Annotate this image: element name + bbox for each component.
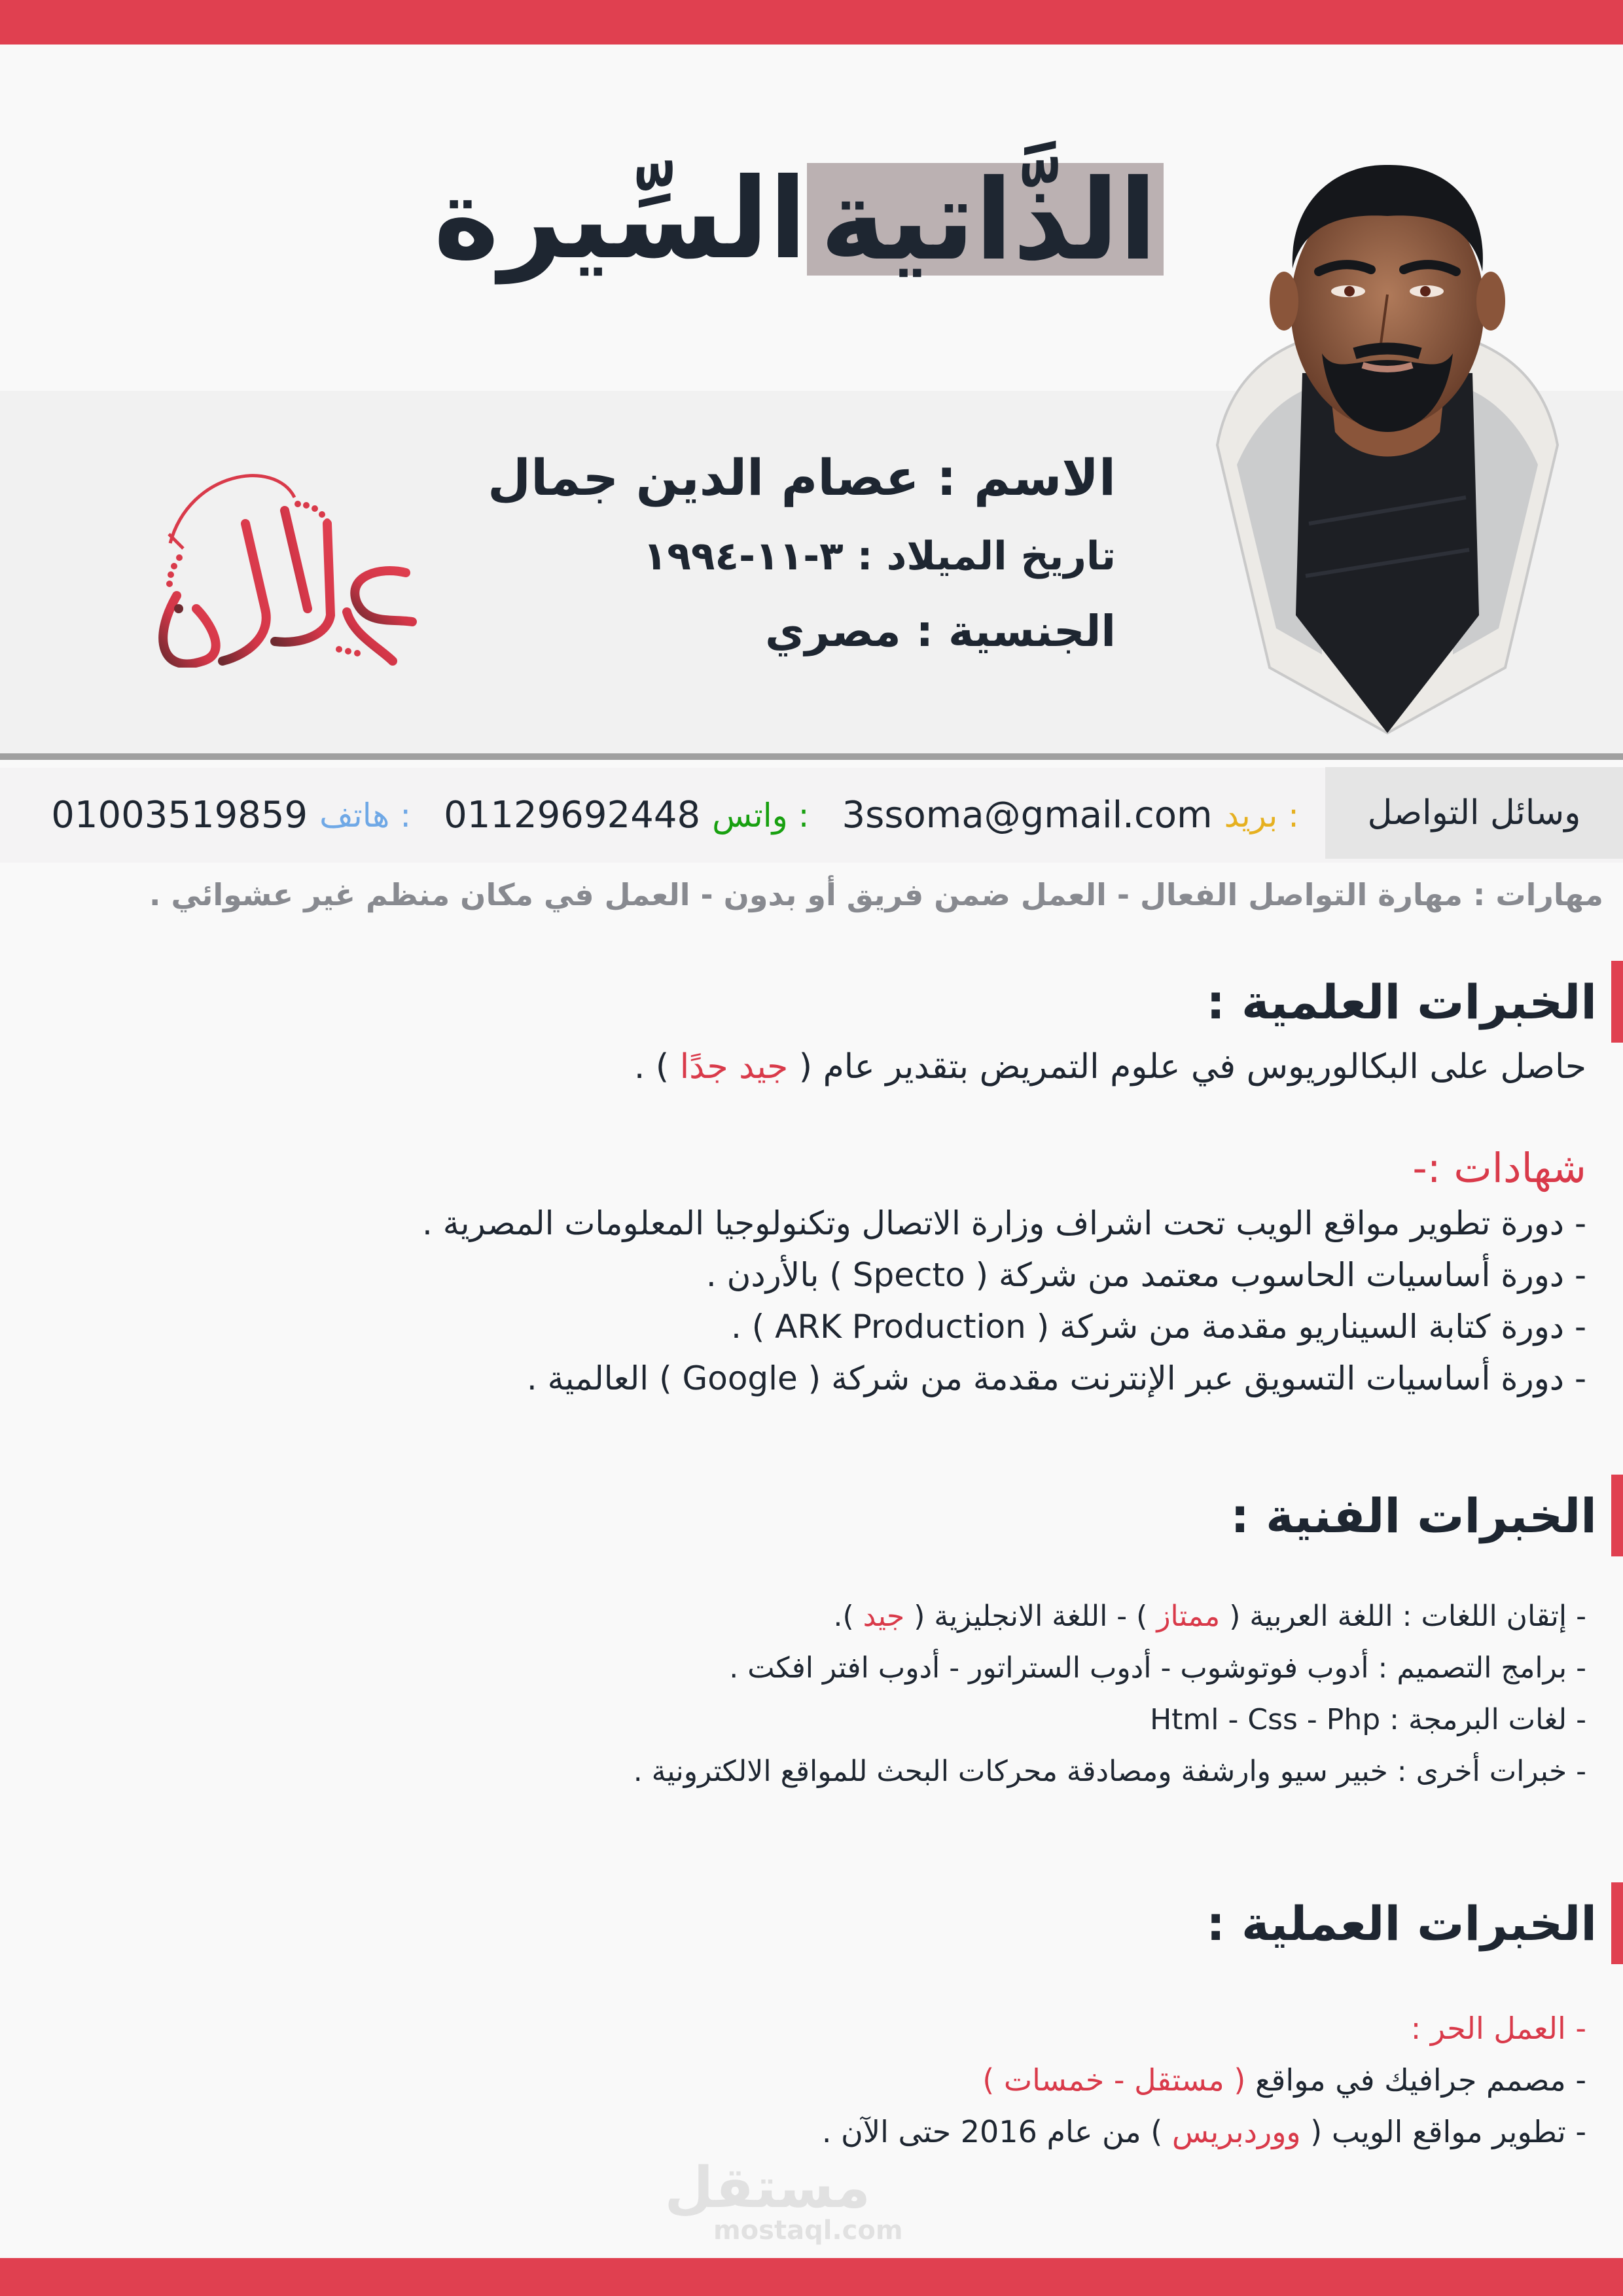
list-item: - دورة تطوير مواقع الويب تحت اشراف وزارة الاتصال وتكنولوجيا المعلومات المصرية .: [421, 1204, 1586, 1242]
degree-prefix: حاصل على البكالوريوس في علوم التمريض بتقدير عام (: [798, 1047, 1586, 1086]
info-divider: [0, 753, 1623, 760]
phone-number[interactable]: 01003519859: [51, 794, 308, 836]
name-line: الاسم : عصام الدين جمال: [488, 448, 1116, 507]
section-accent-bar: [1611, 961, 1623, 1043]
list-item-designer: [822, 2054, 1586, 2106]
list-item-design: - برامج التصميم : أدوب فوتوشوب - أدوب الستراتور - أدوب افتر افكت .: [729, 1651, 1586, 1685]
phone-label: هاتف :: [319, 796, 412, 834]
section-title: الخبرات العلمية :: [1206, 974, 1597, 1030]
section-heading-work: [1206, 1882, 1623, 1964]
watermark-arabic: مستقل: [664, 2155, 870, 2221]
section-title: الخبرات الفنية :: [1230, 1488, 1597, 1543]
skills-line: مهارات : مهارة التواصل الفعال - العمل ضمن فريق أو بدون - العمل في مكان منظم غير عشوائي .: [149, 877, 1603, 912]
degree-line: [634, 1047, 1586, 1086]
languages-mid: ) - اللغة الانجليزية (: [914, 1600, 1148, 1633]
list-item-languages: [633, 1590, 1586, 1642]
web-prefix: - تطوير مواقع الويب (: [1310, 2114, 1586, 2149]
languages-prefix: - إتقان اللغات : اللغة العربية (: [1229, 1600, 1586, 1633]
web-suffix: ) من عام 2016 حتى الآن .: [821, 2114, 1163, 2149]
arabic-level: ممتاز: [1156, 1600, 1221, 1633]
english-level: جيد: [863, 1600, 905, 1633]
title-word-cv: السِّيرة: [433, 154, 808, 284]
page-title: [433, 151, 1171, 288]
watermark: [664, 2155, 903, 2246]
certificates-title: شهادات :-: [1412, 1144, 1586, 1192]
bottom-accent-bar: [0, 2258, 1623, 2296]
list-item-other: - خبرات أخرى : خبير سيو وارشفة ومصادقة محركات البحث للمواقع الالكترونية .: [633, 1755, 1586, 1788]
freelance-title: - العمل الحر :: [1410, 2011, 1586, 2046]
portrait-photo-icon: [1191, 157, 1584, 746]
title-word-self-highlighted: الذَّاتية: [807, 163, 1164, 276]
contact-items: [51, 768, 1299, 863]
list-item-web: [822, 2106, 1586, 2158]
section-accent-bar: [1611, 1882, 1623, 1964]
certificates-list: [422, 1198, 1586, 1405]
web-platform: ووردبريس: [1171, 2114, 1301, 2149]
email-label: بريد :: [1224, 796, 1299, 834]
work-list: [822, 2003, 1586, 2158]
watermark-latin: mostaql.com: [713, 2215, 903, 2246]
languages-suffix: ).: [833, 1600, 854, 1633]
designer-prefix: - مصمم جرافيك في مواقع: [1255, 2062, 1586, 2098]
list-item-programming: - لغات البرمجة : Html - Css - Php: [1150, 1703, 1586, 1736]
technical-list: [633, 1590, 1586, 1797]
personal-info: [488, 439, 1116, 668]
section-accent-bar: [1611, 1475, 1623, 1556]
email-link[interactable]: 3ssoma@gmail.com: [842, 794, 1213, 836]
birth-date-line: تاريخ الميلاد : ٣-١١-١٩٩٤: [643, 533, 1116, 579]
list-item: - دورة أساسيات الحاسوب معتمد من شركة ( Specto ) بالأردن .: [705, 1256, 1586, 1294]
whatsapp-number[interactable]: 01129692448: [444, 794, 701, 836]
degree-grade: جيد جدًا: [679, 1047, 789, 1086]
section-heading-education: [1206, 961, 1623, 1043]
list-item: - دورة كتابة السيناريو مقدمة من شركة ( ARK Production ) .: [730, 1308, 1586, 1346]
nationality-line: الجنسية : مصري: [765, 606, 1116, 656]
whatsapp-label: واتس :: [712, 796, 810, 834]
designer-sites: ( مستقل - خمسات ): [982, 2062, 1246, 2098]
top-accent-bar: [0, 0, 1623, 45]
section-title: الخبرات العملية :: [1206, 1895, 1597, 1951]
section-heading-technical: [1230, 1475, 1623, 1556]
list-item: - دورة أساسيات التسويق عبر الإنترنت مقدمة من شركة ( Google ) العالمية .: [526, 1359, 1586, 1397]
contact-section-label: وسائل التواصل: [1325, 767, 1623, 859]
degree-suffix: ) .: [633, 1047, 669, 1086]
calligraphy-signature-icon: [131, 445, 445, 668]
